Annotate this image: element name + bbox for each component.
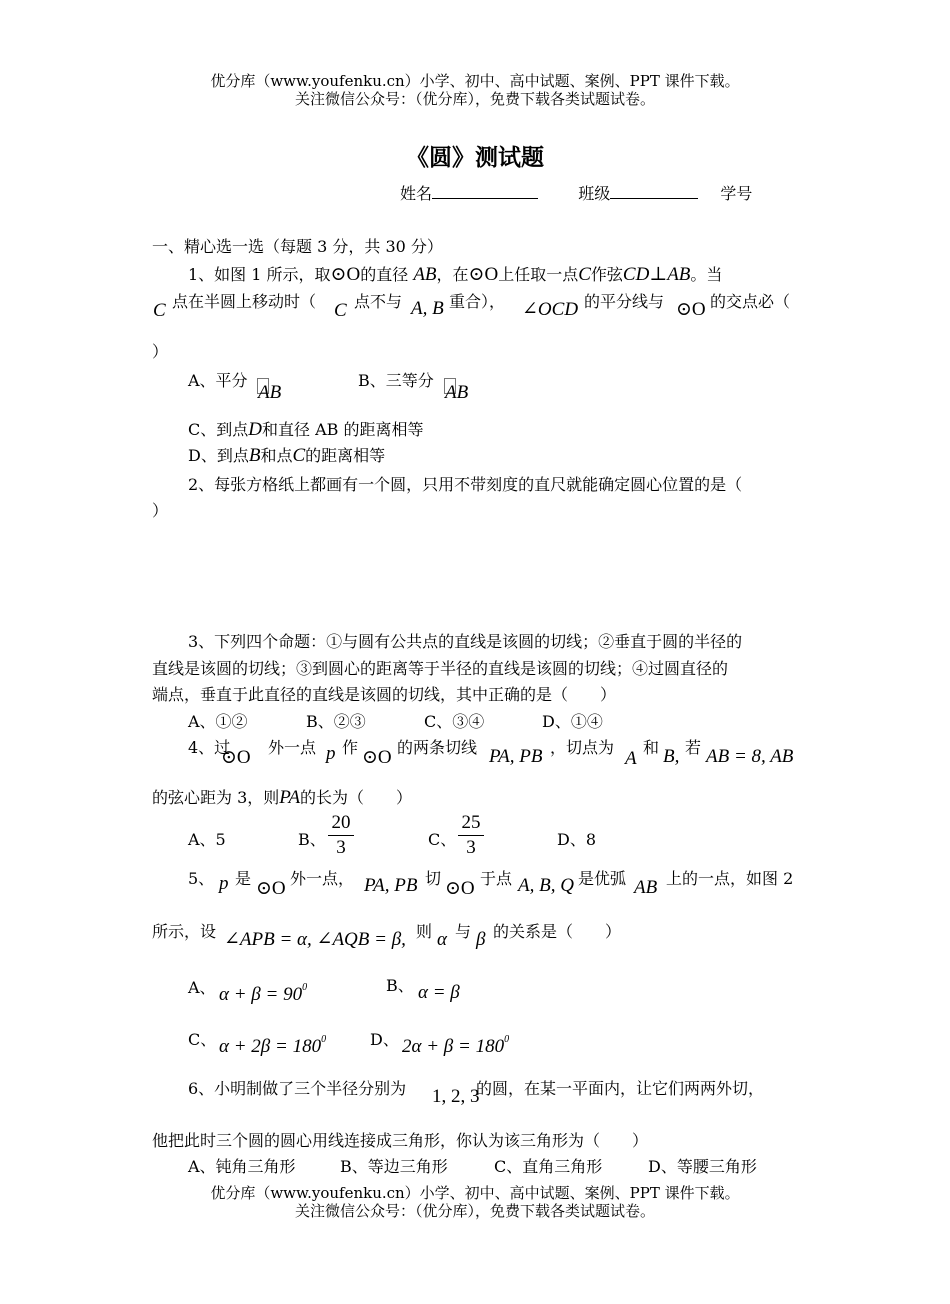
- q5-option-a: A、: [188, 978, 216, 997]
- q5-text-e: 于点: [480, 869, 513, 888]
- q4-text-e: ，切点为: [550, 738, 615, 757]
- q4-circ-o2: ⊙O: [362, 747, 392, 768]
- q1-text-i: 重合），: [449, 292, 506, 311]
- q5-pa-pb: PA, PB: [364, 875, 418, 896]
- q5-equation: ∠APB = α, ∠AQB = β,: [224, 929, 406, 950]
- q6-text-b: 的圆，在某一平面内，让它们两两外切，: [476, 1079, 765, 1098]
- q5-option-b-expr: α = β: [418, 982, 460, 1003]
- q1-option-b-arc: AB: [445, 382, 469, 403]
- q4-option-b-fraction: 20 3: [328, 812, 354, 859]
- q5-text-line2: 所示，设: [152, 922, 217, 941]
- q3-option-a: A、①②: [188, 712, 248, 731]
- q4-option-c-fraction: 25 3: [458, 812, 484, 859]
- q4-text-c: 作: [342, 738, 359, 757]
- q5-text-d: 切: [425, 869, 442, 888]
- q4-text-g: 若: [685, 738, 702, 757]
- q6-option-b: B、等边三角形: [340, 1157, 448, 1176]
- q4-text-d: 的两条切线: [397, 738, 478, 757]
- q3-option-b: B、②③: [306, 712, 366, 731]
- name-blank: [432, 182, 538, 199]
- q5-text-h: 则: [416, 922, 433, 941]
- q5-text-b: 是: [235, 869, 252, 888]
- class-label: 班级: [578, 184, 611, 203]
- q5-abq: A, B, Q: [518, 875, 574, 896]
- q4-text-a: 4、过: [188, 738, 231, 757]
- q6-text-a: 6、小明制做了三个半径分别为: [188, 1079, 407, 1098]
- q6-option-d: D、等腰三角形: [648, 1157, 757, 1176]
- page-title: 《圆》测试题: [406, 145, 544, 171]
- q4-option-d: D、8: [557, 830, 597, 849]
- q4-pa-pb: PA, PB: [489, 746, 543, 767]
- q5-text-g: 上的一点，如图 2: [666, 869, 794, 888]
- q4-text-b: 外一点: [268, 738, 317, 757]
- class-blank: [610, 182, 698, 199]
- q1-close-paren: ）: [152, 342, 169, 361]
- q6-nums: 1, 2, 3: [432, 1086, 480, 1107]
- q5-option-d: D、: [370, 1030, 399, 1049]
- q1-option-a-arc: AB: [258, 382, 282, 403]
- q5-option-c-expr: $\alpha + 2\beta = 180^0$: [219, 1034, 327, 1057]
- q1-option-a: A、平分: [188, 371, 248, 390]
- q1-text-h: 点不与: [354, 292, 403, 311]
- q4-option-a: A、5: [188, 830, 226, 849]
- q1-text-g: 点在半圆上移动时（: [172, 292, 317, 311]
- q1-option-b: B、三等分: [358, 371, 434, 390]
- footer-line-2: 关注微信公众号：（优分库），免费下载各类试题试卷。: [294, 1202, 655, 1220]
- q1-text-k: 的交点必（: [710, 292, 791, 311]
- q4-var-p: p: [326, 743, 336, 764]
- q5-option-c: C、: [188, 1030, 217, 1049]
- q5-alpha: α: [437, 929, 447, 950]
- section-heading: 一、精心选一选（每题 3 分，共 30 分）: [152, 237, 443, 256]
- q5-circ-o2: ⊙O: [445, 878, 475, 899]
- q4-text-f: 和: [643, 738, 660, 757]
- q5-option-d-expr: $2\alpha + \beta = 180^0$: [402, 1034, 510, 1057]
- q4-option-c: C、: [428, 830, 457, 849]
- q4-equation: AB = 8, AB: [706, 746, 794, 767]
- q4-var-b: B,: [663, 746, 680, 767]
- q1-var-c2: C: [334, 300, 347, 321]
- q5-circ-o: ⊙O: [256, 878, 286, 899]
- header-line-2: 关注微信公众号：（优分库），免费下载各类试题试卷。: [294, 90, 655, 108]
- q3-line-3: 端点，垂直于此直径的直线是该圆的切线，其中正确的是（ ）: [152, 685, 617, 704]
- q5-option-a-expr: $\alpha + \beta = 90^0$: [219, 982, 308, 1005]
- q3-line-2: 直线是该圆的切线；③到圆心的距离等于半径的直线是该圆的切线；④过圆直径的: [152, 659, 729, 678]
- q5-option-b: B、: [386, 976, 414, 995]
- q5-text-c: 外一点，: [290, 869, 355, 888]
- q6-line-2: 他把此时三个圆的圆心用线连接成三角形，你认为该三角形为（ ）: [152, 1131, 649, 1150]
- q5-var-p: p: [219, 873, 229, 894]
- q3-option-d: D、①④: [542, 712, 603, 731]
- header-line-1: 优分库（www.youfenku.cn）小学、初中、高中试题、案例、PPT 课件下载。: [210, 72, 740, 90]
- q6-option-c: C、直角三角形: [494, 1157, 603, 1176]
- q1-line-1: 1、如图 1 所示，取⊙O的直径 AB，在⊙O上任取一点C作弦CD⊥AB。当: [188, 264, 723, 285]
- q1-option-c: C、到点D和直径 AB 的距离相等: [188, 419, 424, 440]
- q1-circ-o: ⊙O: [676, 299, 706, 320]
- q5-text-a: 5、: [188, 869, 215, 888]
- q1-option-d: D、到点B和点C的距离相等: [188, 445, 386, 466]
- q3-option-c: C、③④: [424, 712, 485, 731]
- q6-option-a: A、钝角三角形: [188, 1157, 296, 1176]
- q5-arc-ab: AB: [634, 877, 658, 898]
- q4-option-b: B、: [298, 830, 326, 849]
- q1-text-j: 的平分线与: [584, 292, 665, 311]
- q1-var-ab: A, B: [411, 298, 444, 319]
- q5-text-f: 是优弧: [578, 869, 627, 888]
- q4-line-2: 的弦心距为 3，则PA的长为（ ）: [152, 787, 413, 808]
- name-label: 姓名: [400, 184, 433, 203]
- q5-text-j: 的关系是（ ）: [493, 922, 622, 941]
- q2-close-paren: ）: [152, 501, 169, 520]
- q1-angle: ∠OCD: [522, 299, 579, 320]
- q4-circ-o: ⊙O: [221, 747, 251, 768]
- q3-line-1: 3、下列四个命题：①与圆有公共点的直线是该圆的切线；②垂直于圆的半径的: [188, 632, 743, 651]
- q2-text: 2、每张方格纸上都画有一个圆，只用不带刻度的直尺就能确定圆心位置的是（: [188, 475, 743, 494]
- q5-beta: β: [476, 929, 486, 950]
- id-label: 学号: [720, 184, 753, 203]
- q5-text-i: 与: [455, 922, 472, 941]
- footer-line-1: 优分库（www.youfenku.cn）小学、初中、高中试题、案例、PPT 课件下载。: [210, 1184, 740, 1202]
- student-info: [400, 181, 752, 204]
- q4-var-a: A: [625, 748, 637, 769]
- q1-var-c: C: [153, 300, 166, 321]
